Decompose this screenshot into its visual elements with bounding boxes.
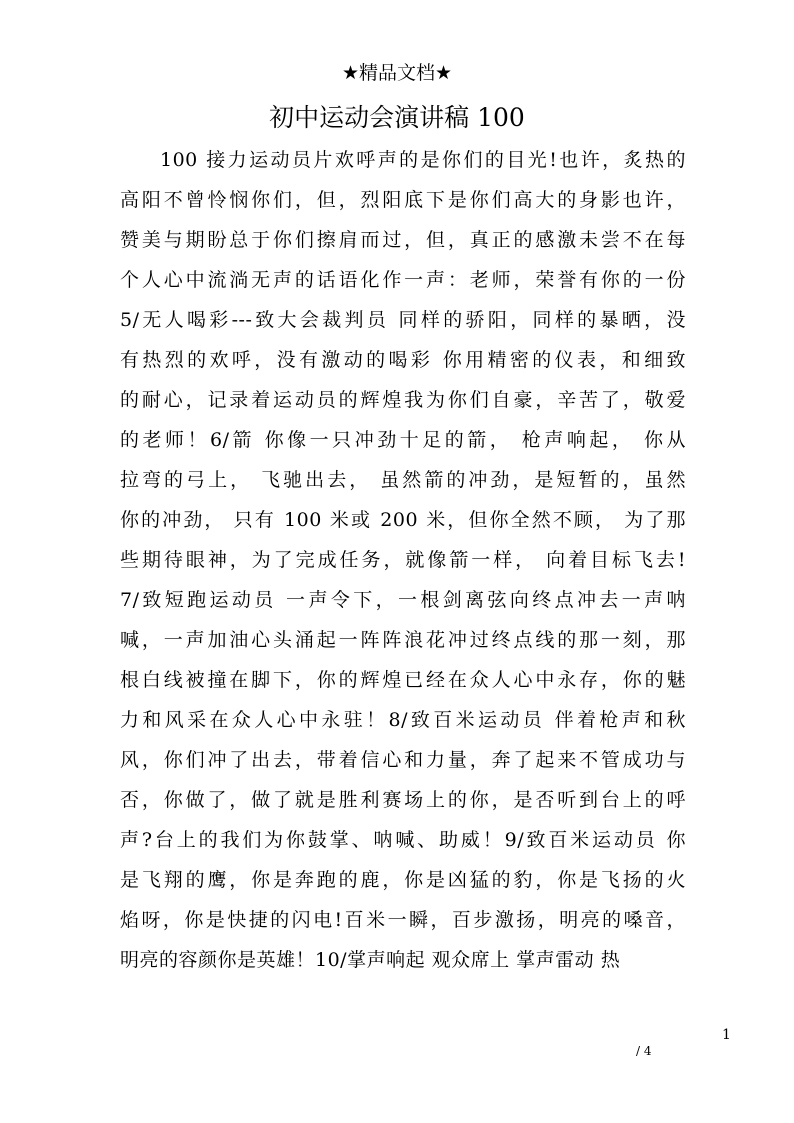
document-title: 初中运动会演讲稿 100: [269, 103, 525, 132]
body-line: 高阳不曾怜悯你们，但，烈阳底下是你们高大的身影也许，: [120, 189, 686, 211]
body-line: 的老师！6/箭 你像一只冲劲十足的箭， 枪声响起， 你从: [120, 429, 686, 451]
body-line: 是飞翔的鹰，你是奔跑的鹿，你是凶猛的豹，你是飞扬的火: [120, 869, 686, 891]
body-line: 5/无人喝彩---致大会裁判员 同样的骄阳，同样的暴晒，没: [120, 309, 686, 331]
document-body: [120, 140, 686, 980]
document-header-label: ★精品文档★: [341, 62, 453, 84]
body-line: 赞美与期盼总于你们擦肩而过，但，真正的感激未尝不在每: [120, 229, 686, 251]
body-line: 风，你们冲了出去，带着信心和力量，奔了起来不管成功与: [120, 749, 686, 771]
body-line: 个人心中流淌无声的话语化作一声：老师，荣誉有你的一份: [120, 269, 686, 291]
body-line: 否，你做了，做了就是胜利赛场上的你，是否听到台上的呼: [120, 789, 686, 811]
page-count: / 4: [636, 1044, 652, 1058]
body-line: 焰呀，你是快捷的闪电!百米一瞬，百步激扬，明亮的嗓音，: [120, 909, 686, 931]
page-number: 1: [722, 1027, 731, 1043]
body-line: 喊，一声加油心头涌起一阵阵浪花冲过终点线的那一刻，那: [120, 629, 686, 651]
body-line: 7/致短跑运动员 一声令下，一根剑离弦向终点冲去一声呐: [120, 589, 686, 611]
body-line: 力和风采在众人心中永驻！8/致百米运动员 伴着枪声和秋: [120, 709, 686, 731]
body-line: 有热烈的欢呼，没有激动的喝彩 你用精密的仪表，和细致: [120, 349, 686, 371]
body-line: 根白线被撞在脚下，你的辉煌已经在众人心中永存，你的魅: [120, 669, 686, 691]
body-line: 声?台上的我们为你鼓掌、呐喊、助威！9/致百米运动员 你: [120, 829, 686, 851]
body-line: 明亮的容颜你是英雄！10/掌声响起 观众席上 掌声雷动 热: [120, 949, 621, 971]
body-line: 的耐心，记录着运动员的辉煌我为你们自豪，辛苦了，敬爱: [120, 389, 686, 411]
body-line: 拉弯的弓上， 飞驰出去， 虽然箭的冲劲，是短暂的，虽然: [120, 469, 686, 491]
body-line: 100 接力运动员片欢呼声的是你们的目光!也许，炙热的: [160, 149, 686, 171]
body-line: 些期待眼神，为了完成任务，就像箭一样， 向着目标飞去!: [120, 549, 686, 571]
body-line: 你的冲劲， 只有 100 米或 200 米，但你全然不顾， 为了那: [120, 509, 686, 531]
